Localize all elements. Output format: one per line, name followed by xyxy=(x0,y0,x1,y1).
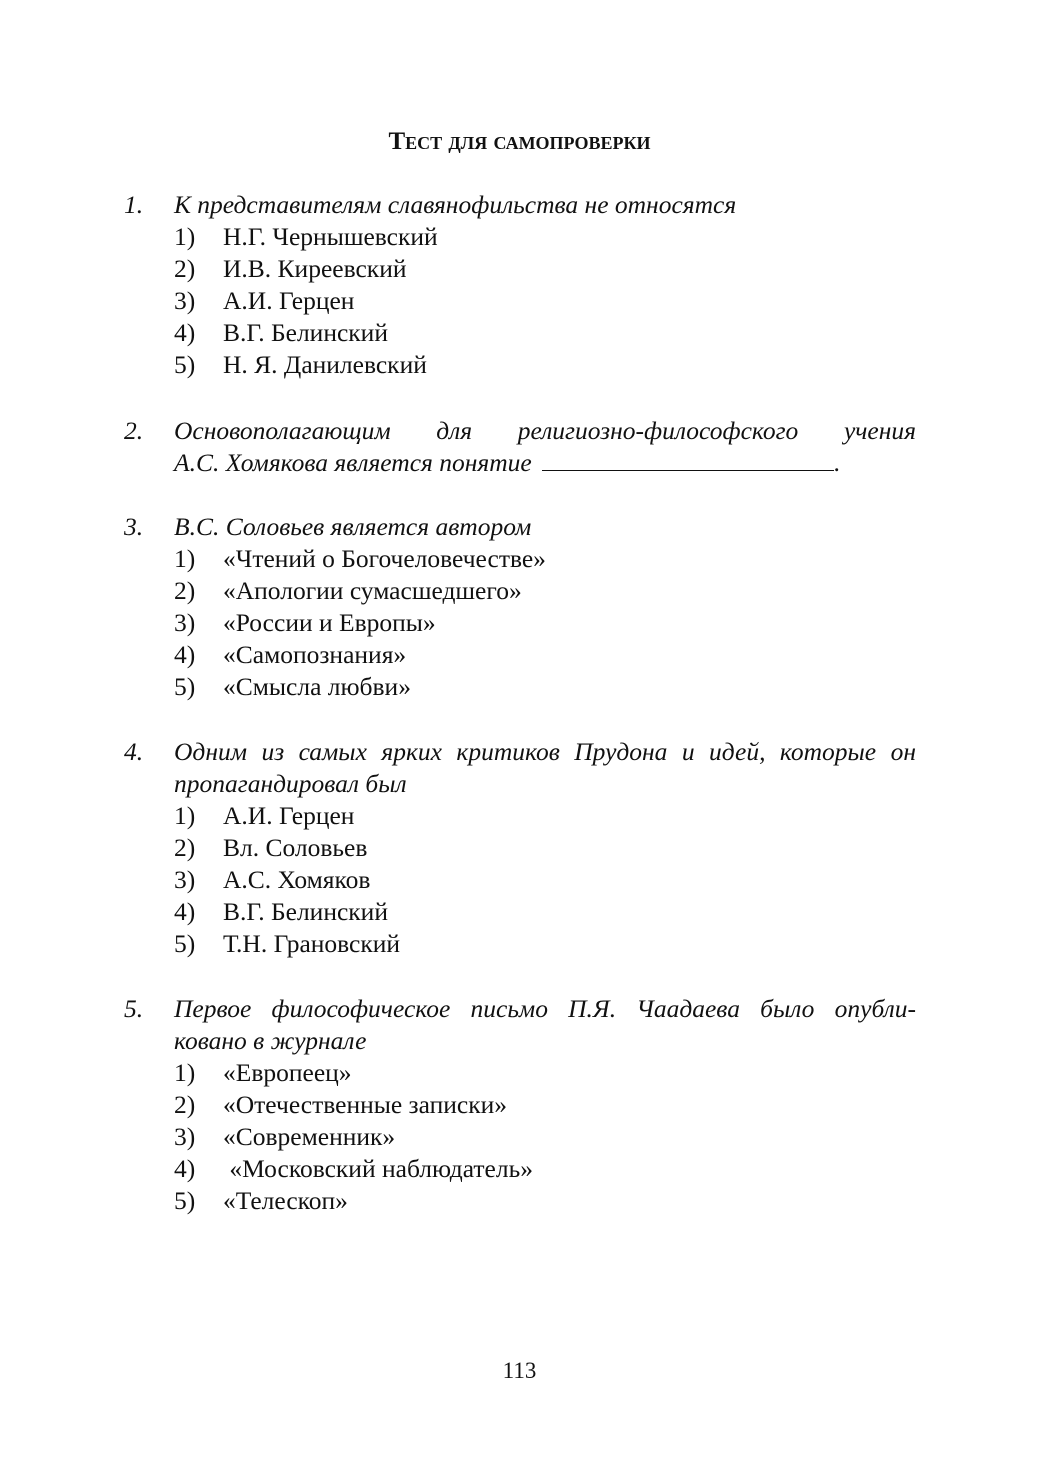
question-text: В.С. Соловьев является автором xyxy=(174,512,532,541)
option-text: «Чтений о Богочеловечестве» xyxy=(223,544,546,573)
answer-option[interactable] xyxy=(124,349,916,381)
answer-options xyxy=(124,543,916,703)
answer-option[interactable] xyxy=(124,1185,916,1217)
option-number: 2) xyxy=(174,833,196,862)
question-text: А.С. Хомякова является понятие xyxy=(174,448,532,477)
option-number: 2) xyxy=(174,1090,196,1119)
question-number: 3. xyxy=(124,512,144,541)
option-number: 5) xyxy=(174,929,196,958)
option-number: 3) xyxy=(174,865,196,894)
option-number: 1) xyxy=(174,801,196,830)
option-text: Т.Н. Грановский xyxy=(223,929,401,958)
answer-blank-line[interactable] xyxy=(542,448,834,471)
question-number: 5. xyxy=(124,994,144,1023)
option-text: А.И. Герцен xyxy=(223,286,355,315)
question-4 xyxy=(124,736,916,960)
question-1 xyxy=(124,189,916,381)
option-number: 2) xyxy=(174,254,196,283)
question-number: 2. xyxy=(124,416,144,445)
answer-option[interactable] xyxy=(124,253,916,285)
question-text: ковано в журнале xyxy=(174,1026,367,1055)
option-number: 1) xyxy=(174,222,196,251)
answer-option[interactable] xyxy=(124,543,916,575)
question-stem-continued xyxy=(124,447,916,479)
option-number: 3) xyxy=(174,608,196,637)
answer-option[interactable] xyxy=(124,928,916,960)
question-number: 1. xyxy=(124,190,144,219)
option-text: В.Г. Белинский xyxy=(223,318,388,347)
option-text: Н.Г. Чернышевский xyxy=(223,222,438,251)
question-text: Первое философическое письмо П.Я. Чаадаева было опубли- xyxy=(174,994,916,1023)
question-stem xyxy=(124,511,916,543)
option-text: «Современник» xyxy=(223,1122,396,1151)
option-number: 5) xyxy=(174,672,196,701)
answer-option[interactable] xyxy=(124,832,916,864)
question-text: К представителям славянофильства не относятся xyxy=(174,190,737,219)
answer-option[interactable] xyxy=(124,1121,916,1153)
option-text: Вл. Соловьев xyxy=(223,833,368,862)
question-stem xyxy=(124,189,916,221)
option-text: Н. Я. Данилевский xyxy=(223,350,427,379)
answer-option[interactable] xyxy=(124,1089,916,1121)
answer-option[interactable] xyxy=(124,575,916,607)
option-text: «Апологии сумасшедшего» xyxy=(223,576,522,605)
option-text: «Смысла любви» xyxy=(223,672,411,701)
answer-option[interactable] xyxy=(124,1153,916,1185)
end-mark: . xyxy=(834,448,841,477)
answer-options xyxy=(124,1057,916,1217)
answer-option[interactable] xyxy=(124,896,916,928)
option-number: 1) xyxy=(174,544,196,573)
question-text: пропагандировал был xyxy=(174,769,407,798)
answer-option[interactable] xyxy=(124,607,916,639)
question-stem xyxy=(124,993,916,1025)
question-3 xyxy=(124,511,916,703)
option-text: «России и Европы» xyxy=(223,608,436,637)
option-number: 3) xyxy=(174,286,196,315)
answer-option[interactable] xyxy=(124,221,916,253)
question-stem-continued xyxy=(124,768,916,800)
option-number: 4) xyxy=(174,1154,196,1183)
answer-option[interactable] xyxy=(124,317,916,349)
option-text: «Европеец» xyxy=(223,1058,352,1087)
option-text: «Отечественные записки» xyxy=(223,1090,508,1119)
answer-option[interactable] xyxy=(124,864,916,896)
option-text: В.Г. Белинский xyxy=(223,897,388,926)
answer-option[interactable] xyxy=(124,285,916,317)
option-number: 5) xyxy=(174,350,196,379)
question-stem xyxy=(124,736,916,768)
option-text: И.В. Киреевский xyxy=(223,254,407,283)
answer-option[interactable] xyxy=(124,639,916,671)
option-number: 2) xyxy=(174,576,196,605)
question-stem-continued xyxy=(124,1025,916,1057)
option-number: 4) xyxy=(174,897,196,926)
option-text: «Самопознания» xyxy=(223,640,407,669)
answer-options xyxy=(124,800,916,960)
question-2 xyxy=(124,415,916,479)
question-text: Одним из самых ярких критиков Прудона и идей, которые он xyxy=(174,737,916,766)
answer-option[interactable] xyxy=(124,800,916,832)
option-number: 3) xyxy=(174,1122,196,1151)
page-number: 113 xyxy=(502,1358,537,1383)
answer-option[interactable] xyxy=(124,671,916,703)
option-number: 4) xyxy=(174,640,196,669)
question-stem xyxy=(124,415,916,447)
option-number: 5) xyxy=(174,1186,196,1215)
option-number: 4) xyxy=(174,318,196,347)
option-number: 1) xyxy=(174,1058,196,1087)
question-number: 4. xyxy=(124,737,144,766)
option-text: «Московский наблюдатель» xyxy=(223,1154,533,1183)
question-5 xyxy=(124,993,916,1217)
option-text: А.С. Хомяков xyxy=(223,865,371,894)
question-text: Основополагающим для религиозно-философского учения xyxy=(174,416,916,445)
page-title: Тест для самопроверки xyxy=(388,128,651,155)
answer-options xyxy=(124,221,916,381)
option-text: «Телескоп» xyxy=(223,1186,348,1215)
option-text: А.И. Герцен xyxy=(223,801,355,830)
answer-option[interactable] xyxy=(124,1057,916,1089)
